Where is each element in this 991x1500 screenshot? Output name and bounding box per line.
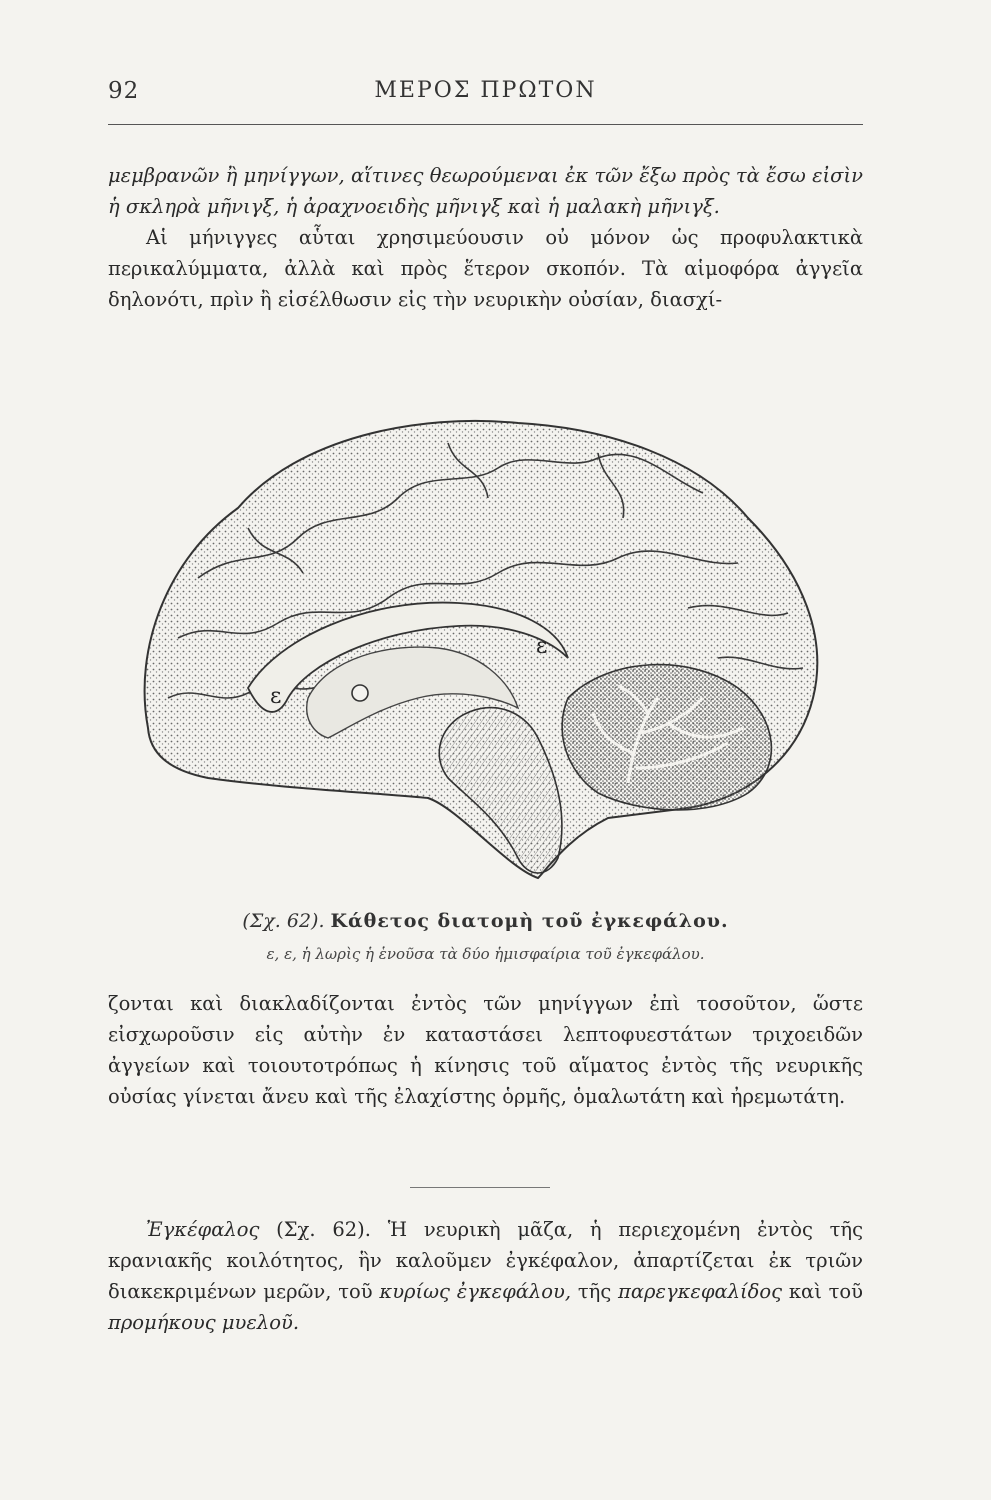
text-connector-2: καὶ τοῦ bbox=[788, 1280, 863, 1303]
paragraph-continuation bbox=[108, 160, 863, 222]
term-paregkefalidos: παρεγκεφαλίδος bbox=[618, 1280, 783, 1303]
text-line-2: ἔσω εἰσὶν ἡ σκληρὰ μῆνιγξ, ἡ ἀραχνοειδὴς μῆνιγξ καὶ ἡ μαλακὴ bbox=[108, 164, 863, 218]
bottom-text-block bbox=[108, 1214, 863, 1338]
brain-section-drawing bbox=[128, 398, 833, 898]
paragraph-vessels: ζονται καὶ διακλαδίζονται ἐντὸς τῶν μηνίγγων ἐπὶ τοσοῦτον, ὥστε εἰσχωροῦσιν εἰς αὐτὴν ἐν καταστάσει λεπτοφυεστάτων τριχοειδῶν ἀγγείων καὶ τοιουτοτρόπως ἡ κίνησις τοῦ αἵματος ἐντὸς τῆς νευρικῆς οὐσίας γίνεται ἄνευ καὶ τῆς ἐλαχίστης ὁρμῆς, ὁμαλωτάτη καὶ ἠρεμωτάτη. bbox=[108, 992, 863, 1108]
figure-title: Κάθετος διατομὴ τοῦ ἐγκεφάλου. bbox=[330, 910, 729, 932]
figure-label: (Σχ. 62). bbox=[242, 910, 325, 932]
figure-caption bbox=[108, 910, 863, 932]
paragraph-brain-text: Ἡ νευρικὴ μᾶζα, ἡ περιεχομένη ἐντὸς τῆς κρανιακῆς κοιλότητος, ἣν καλοῦμεν ἐγκέφαλον, ἀπαρτίζεται ἐκ τριῶν διακεκριμένων μερῶν, τοῦ bbox=[108, 1218, 864, 1303]
page-number: 92 bbox=[108, 78, 140, 104]
page-header bbox=[108, 78, 863, 110]
foramen-circle bbox=[352, 685, 368, 701]
top-text-block bbox=[108, 160, 863, 315]
paragraph-brain bbox=[108, 1214, 863, 1338]
text-connector-1: τῆς bbox=[577, 1280, 612, 1303]
middle-text-block bbox=[108, 988, 863, 1112]
figure-note: ε, ε, ἡ λωρὶς ἡ ἑνοῦσα τὰ δύο ἡμισφαίρια τοῦ ἐγκεφάλου. bbox=[266, 945, 705, 963]
text-line-1: μεμβρανῶν ἢ μηνίγγων, αἵτινες θεωρούμεναι ἐκ τῶν ἔξω πρὸς τὰ bbox=[108, 164, 760, 187]
term-promikous: προμήκους μυελοῦ. bbox=[108, 1311, 300, 1334]
term-kyrios: κυρίως ἐγκεφάλου, bbox=[379, 1280, 572, 1303]
text-line-3: μῆνιγξ. bbox=[647, 195, 720, 218]
label-epsilon-right: ε bbox=[536, 634, 548, 659]
figure-reference: (Σχ. 62). bbox=[276, 1218, 371, 1241]
label-epsilon-left: ε bbox=[270, 684, 282, 709]
paragraph-meninges: Αἱ μήνιγγες αὗται χρησιμεύουσιν οὐ μόνον ὡς προφυλακτικὰ περικαλύμματα, ἀλλὰ καὶ πρὸς ἕτερον σκοπόν. Τὰ αἱμοφόρα ἀγγεῖα δηλονότι, πρὶν ἢ εἰσέλθωσιν εἰς τὴν νευρικὴν οὐσίαν, διασχί- bbox=[108, 226, 863, 311]
term-encephalos: Ἐγκέφαλος bbox=[146, 1218, 260, 1241]
header-rule bbox=[108, 124, 863, 125]
running-head: ΜΕΡΟΣ ΠΡΩΤΟΝ bbox=[374, 78, 597, 103]
brain-illustration bbox=[128, 398, 833, 898]
section-divider bbox=[410, 1187, 550, 1188]
